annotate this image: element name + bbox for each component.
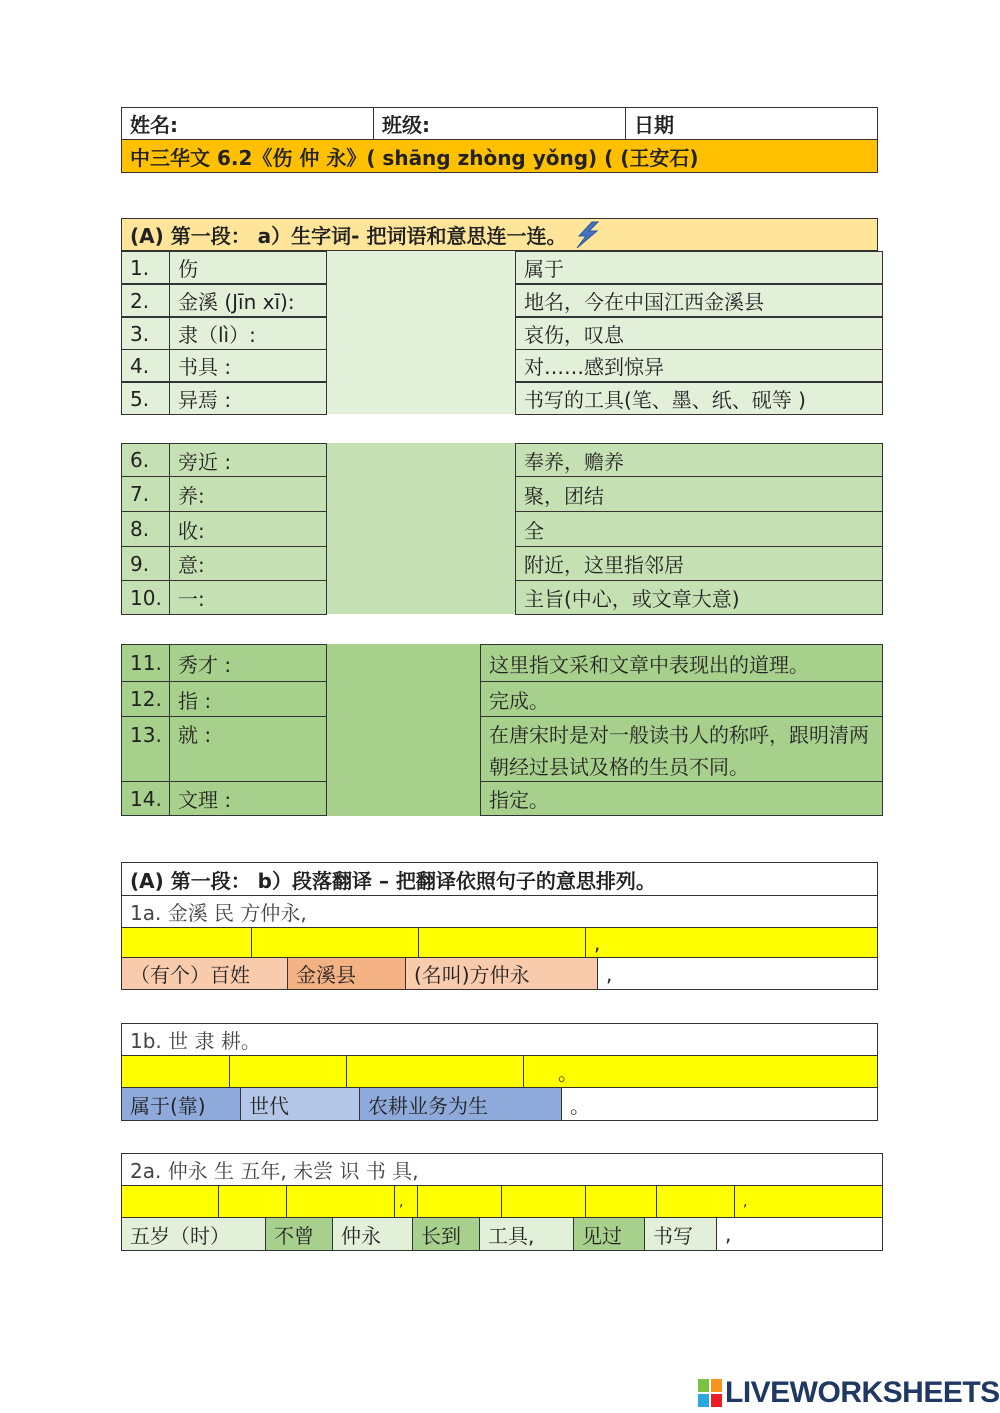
- vocab-number: 10.: [121, 580, 170, 615]
- drag-tile[interactable]: 农耕业务为生: [359, 1087, 562, 1121]
- answer-slot[interactable]: [286, 1185, 395, 1218]
- vocab-word[interactable]: 文理 :: [169, 781, 327, 816]
- vocab-meaning[interactable]: 完成。: [480, 681, 883, 717]
- answer-slot[interactable]: [418, 927, 586, 958]
- vocab-number: 4.: [121, 349, 170, 382]
- worksheet-title: 中三华文 6.2《伤 仲 永》( shāng zhòng yǒng) ( (王安石): [121, 139, 878, 173]
- vocab-number: 9.: [121, 546, 170, 581]
- vocab-number: 8.: [121, 511, 170, 547]
- vocab-number: 6.: [121, 443, 170, 477]
- vocab-number: 11.: [121, 644, 170, 682]
- drag-tile[interactable]: 属于(靠): [121, 1087, 241, 1121]
- sentence-1b: 1b. 世 隶 耕。: [121, 1023, 878, 1056]
- drag-tile[interactable]: 不曾: [265, 1217, 333, 1251]
- liveworksheets-logo-text: LIVEWORKSHEETS: [725, 1376, 1000, 1409]
- row-tail: 。: [561, 1087, 878, 1121]
- vocab-word[interactable]: 就 :: [169, 716, 327, 782]
- answer-slot[interactable]: [251, 927, 419, 958]
- vocab-word[interactable]: 书具 :: [169, 349, 327, 382]
- vocab-meaning[interactable]: 对……感到惊异: [515, 349, 883, 382]
- drag-tile[interactable]: （有个）百姓: [121, 957, 288, 990]
- vocab-word[interactable]: 一:: [169, 580, 327, 615]
- vocab-number: 2.: [121, 284, 170, 317]
- class-label: 班级:: [373, 107, 626, 140]
- answer-slot[interactable]: [121, 1185, 219, 1218]
- vocab-word[interactable]: 异焉 :: [169, 382, 327, 415]
- section-b-title: (A) 第一段： b）段落翻译 – 把翻译依照句子的意思排列。: [121, 862, 878, 896]
- vocab-meaning[interactable]: 哀伤，叹息: [515, 317, 883, 350]
- liveworksheets-logo[interactable]: [697, 1376, 1000, 1410]
- vocab-meaning[interactable]: 地名，今在中国江西金溪县: [515, 284, 883, 317]
- vocab-word[interactable]: 养:: [169, 476, 327, 512]
- answer-slot-punct: ,: [734, 1185, 883, 1218]
- answer-slot[interactable]: [229, 1055, 347, 1088]
- section-a-title: [121, 218, 878, 251]
- vocab-word[interactable]: 指 :: [169, 681, 327, 717]
- drag-tile[interactable]: 仲永: [332, 1217, 413, 1251]
- vocab-number: 3.: [121, 317, 170, 350]
- vocab-meaning[interactable]: 书写的工具(笔、墨、纸、砚等 ): [515, 382, 883, 415]
- vocab-number: 5.: [121, 382, 170, 415]
- drag-tile[interactable]: (名叫)方仲永: [405, 957, 598, 990]
- answer-slot[interactable]: [121, 1055, 230, 1088]
- vocab-meaning[interactable]: 全: [515, 511, 883, 547]
- answer-slot[interactable]: [656, 1185, 735, 1218]
- group1-match-area[interactable]: [326, 251, 516, 414]
- vocab-meaning[interactable]: 聚，团结: [515, 476, 883, 512]
- drag-tile[interactable]: 书写: [644, 1217, 717, 1251]
- vocab-number: 14.: [121, 781, 170, 816]
- vocab-meaning[interactable]: 指定。: [480, 781, 883, 816]
- row-tail: ,: [597, 957, 878, 990]
- answer-slot[interactable]: [585, 1185, 657, 1218]
- answer-slot[interactable]: [417, 1185, 502, 1218]
- vocab-word[interactable]: 收:: [169, 511, 327, 547]
- vocab-meaning[interactable]: 主旨(中心，或文章大意): [515, 580, 883, 615]
- answer-slot-punct: ,: [394, 1185, 418, 1218]
- section-a-title-text: (A) 第一段： a）生字词- 把词语和意思连一连。: [130, 224, 567, 248]
- vocab-word[interactable]: 隶（lì）:: [169, 317, 327, 350]
- drag-tile[interactable]: 见过: [573, 1217, 645, 1251]
- answer-slot[interactable]: [121, 927, 252, 958]
- vocab-number: 13.: [121, 716, 170, 782]
- answer-slot[interactable]: [218, 1185, 287, 1218]
- answer-slot-punct: 。: [523, 1055, 878, 1088]
- vocab-number: 1.: [121, 251, 170, 284]
- vocab-word[interactable]: 伤: [169, 251, 327, 284]
- date-label: 日期: [625, 107, 878, 140]
- vocab-number: 7.: [121, 476, 170, 512]
- vocab-meaning[interactable]: 奉养，赡养: [515, 443, 883, 477]
- group2-match-area[interactable]: [326, 443, 516, 614]
- group3-match-area[interactable]: [326, 644, 481, 816]
- drag-tile[interactable]: 五岁（时）: [121, 1217, 266, 1251]
- answer-slot[interactable]: [501, 1185, 586, 1218]
- name-label: 姓名:: [121, 107, 374, 140]
- lightning-icon: [572, 221, 602, 249]
- answer-slot-punct: ,: [585, 927, 878, 958]
- vocab-meaning[interactable]: 在唐宋时是对一般读书人的称呼，跟明清两朝经过县试及格的生员不同。: [480, 716, 883, 782]
- sentence-1a: 1a. 金溪 民 方仲永,: [121, 895, 878, 928]
- vocab-word[interactable]: 意:: [169, 546, 327, 581]
- vocab-word[interactable]: 旁近 :: [169, 443, 327, 477]
- liveworksheets-logo-icon: [697, 1378, 723, 1408]
- vocab-meaning[interactable]: 属于: [515, 251, 883, 284]
- drag-tile[interactable]: 工具,: [479, 1217, 574, 1251]
- drag-tile[interactable]: 世代: [240, 1087, 360, 1121]
- sentence-2a: 2a. 仲永 生 五年, 未尝 识 书 具,: [121, 1153, 883, 1186]
- answer-slot[interactable]: [346, 1055, 524, 1088]
- drag-tile[interactable]: 金溪县: [287, 957, 406, 990]
- vocab-word[interactable]: 秀才 :: [169, 644, 327, 682]
- drag-tile[interactable]: 长到: [412, 1217, 480, 1251]
- row-tail: ,: [716, 1217, 883, 1251]
- vocab-word[interactable]: 金溪 (Jīn xī):: [169, 284, 327, 317]
- vocab-number: 12.: [121, 681, 170, 717]
- vocab-meaning[interactable]: 附近，这里指邻居: [515, 546, 883, 581]
- vocab-meaning[interactable]: 这里指文采和文章中表现出的道理。: [480, 644, 883, 682]
